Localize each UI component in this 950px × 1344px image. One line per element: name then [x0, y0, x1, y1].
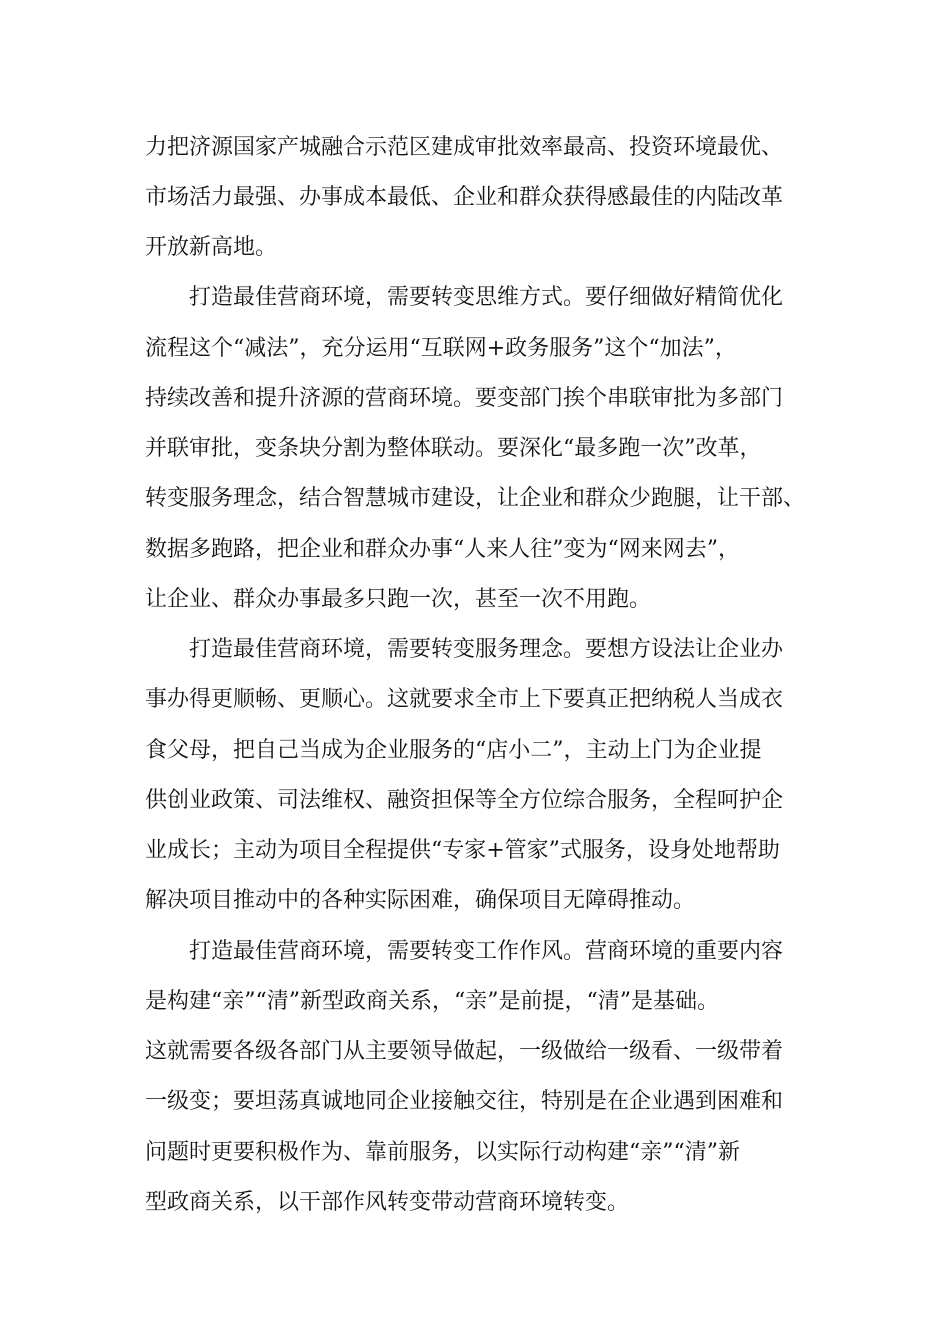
p2-line-4: 并联审批，变条块分割为整体联动。要深化“最多跑一次”改革， [145, 436, 762, 461]
p4-line-2: 是构建“亲”“清”新型政商关系，“亲”是前提，“清”是基础。 [145, 989, 719, 1014]
p3-line-3: 食父母，把自己当成为企业服务的“店小二”，主动上门为企业提 [145, 738, 762, 763]
p4-line-5: 问题时更要积极作为、靠前服务，以实际行动构建“亲”“清”新 [145, 1140, 740, 1165]
p4-line-1: 打造最佳营商环境，需要转变工作作风。营商环境的重要内容 [189, 939, 784, 964]
p1-line-2: 市场活力最强、办事成本最低、企业和群众获得感最佳的内陆改革 [145, 185, 784, 210]
p2-line-7: 让企业、群众办事最多只跑一次，甚至一次不用跑。 [145, 587, 652, 612]
p3-line-5: 业成长；主动为项目全程提供“专家+管家”式服务，设身处地帮助 [145, 838, 780, 863]
p4-line-4: 一级变；要坦荡真诚地同企业接触交往，特别是在企业遇到困难和 [145, 1089, 784, 1114]
p2-line-1: 打造最佳营商环境，需要转变思维方式。要仔细做好精简优化 [189, 285, 784, 310]
p2-line-2: 流程这个“减法”，充分运用“互联网+政务服务”这个“加法”， [145, 336, 737, 361]
p4-line-3: 这就需要各级各部门从主要领导做起，一级做给一级看、一级带着 [145, 1039, 784, 1064]
p2-line-5: 转变服务理念，结合智慧城市建设，让企业和群众少跑腿，让干部、 [145, 486, 806, 511]
p3-line-1: 打造最佳营商环境，需要转变服务理念。要想方设法让企业办 [189, 637, 784, 662]
p1-line-3: 开放新高地。 [145, 235, 278, 260]
p2-line-3: 持续改善和提升济源的营商环境。要变部门挨个串联审批为多部门 [145, 386, 784, 411]
p4-line-6: 型政商关系，以干部作风转变带动营商环境转变。 [145, 1190, 630, 1215]
p3-line-2: 事办得更顺畅、更顺心。这就要求全市上下要真正把纳税人当成衣 [145, 687, 784, 712]
p2-line-6: 数据多跑路，把企业和群众办事“人来人往”变为“网来网去”， [145, 537, 740, 562]
p3-line-6: 解决项目推动中的各种实际困难，确保项目无障碍推动。 [145, 888, 696, 913]
p3-line-4: 供创业政策、司法维权、融资担保等全方位综合服务，全程呵护企 [145, 788, 784, 813]
p1-line-1: 力把济源国家产城融合示范区建成审批效率最高、投资环境最优、 [145, 135, 784, 160]
